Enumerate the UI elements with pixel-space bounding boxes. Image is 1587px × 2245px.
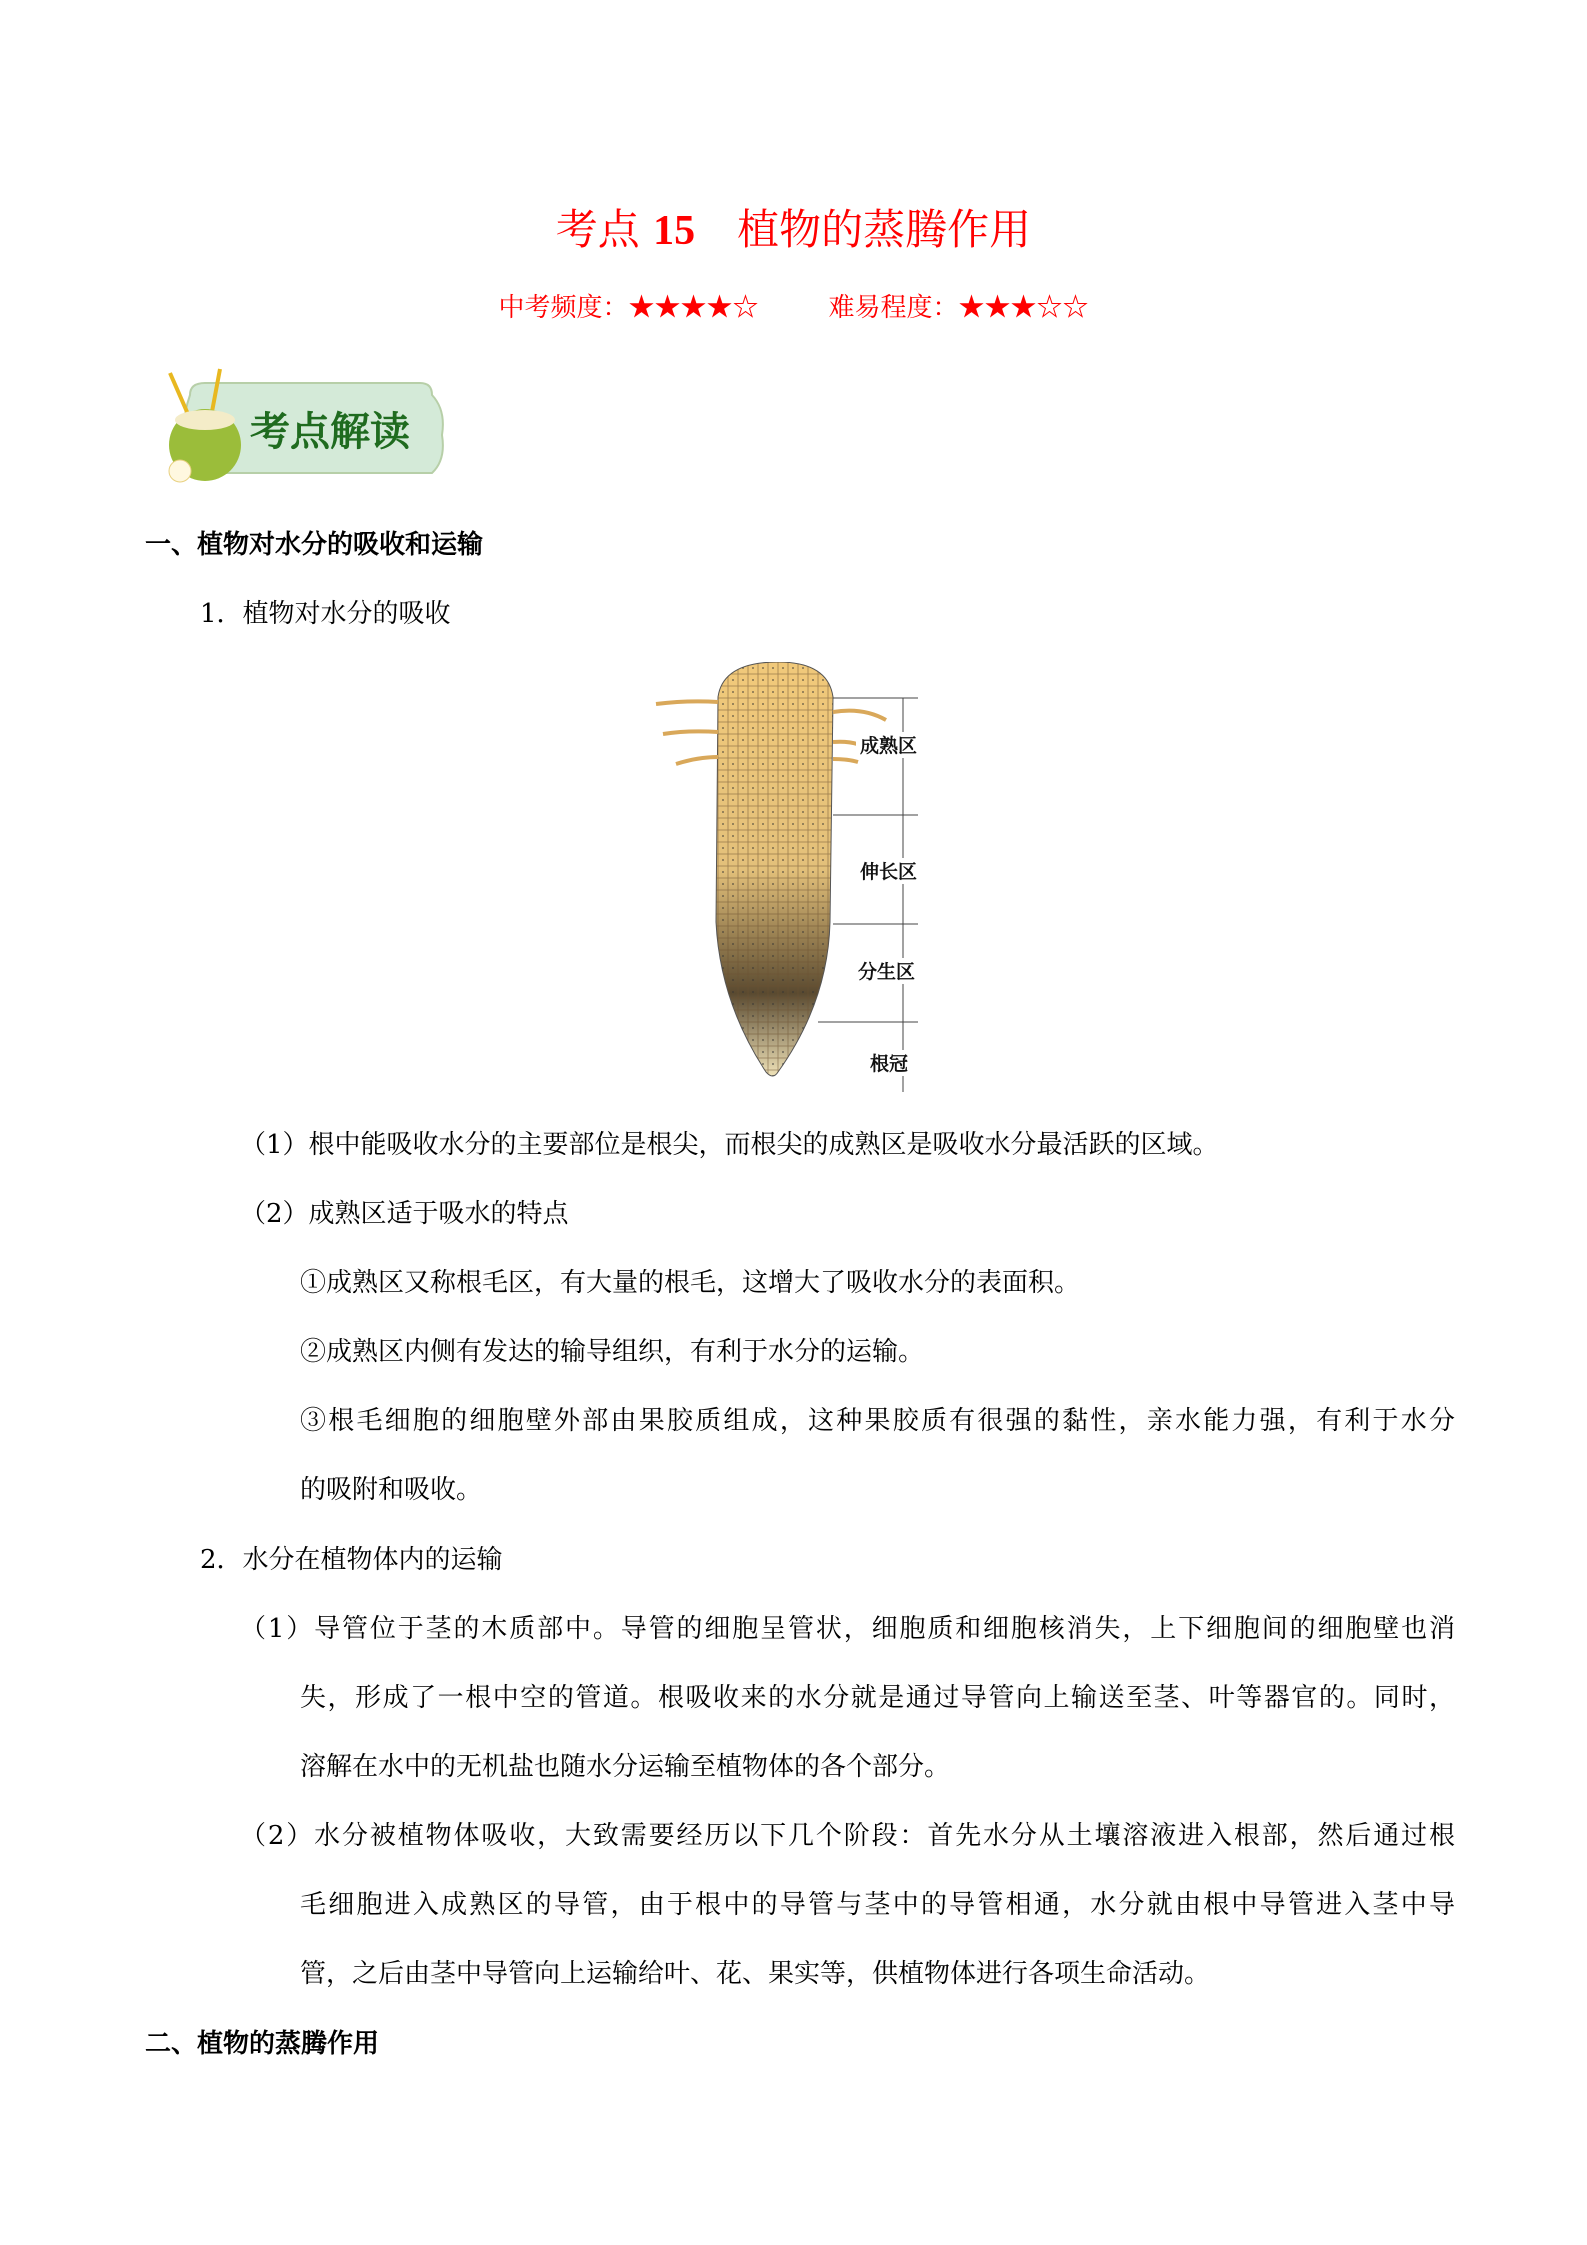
title-number: 15 (653, 208, 696, 254)
paragraph: 管，之后由茎中导管向上运输给叶、花、果实等，供植物体进行各项生命活动。 (300, 1959, 1211, 1989)
rating-row (0, 290, 1587, 326)
paragraph: ①成熟区又称根毛区，有大量的根毛，这增大了吸收水分的表面积。 (300, 1268, 1081, 1298)
section-heading-2: 二、植物的蒸腾作用 (145, 2029, 380, 2059)
difficulty-stars: ★★★☆☆ (958, 293, 1089, 323)
badge-text: 考点解读 (250, 409, 410, 455)
difficulty-label: 难易程度： (828, 293, 959, 323)
subheading-1: 1．植物对水分的吸收 (200, 599, 451, 629)
label-meristem-zone: 分生区 (858, 961, 916, 983)
paragraph: （1）导管位于茎的木质部中。导管的细胞呈管状，细胞质和细胞核消失，上下细胞间的细胞壁也消 (240, 1614, 1455, 1644)
paragraph: 溶解在水中的无机盐也随水分运输至植物体的各个部分。 (300, 1752, 951, 1782)
label-maturation-zone: 成熟区 (860, 735, 918, 757)
paragraph: （2）水分被植物体吸收，大致需要经历以下几个阶段：首先水分从土壤溶液进入根部，然后通过根 (240, 1821, 1455, 1851)
paragraph: （1）根中能吸收水分的主要部位是根尖，而根尖的成熟区是吸收水分最活跃的区域。 (240, 1130, 1219, 1160)
paragraph: 失，形成了一根中空的管道。根吸收来的水分就是通过导管向上输送至茎、叶等器官的。同时， (300, 1683, 1455, 1713)
title-prefix: 考点 (555, 205, 640, 254)
label-elongation-zone: 伸长区 (860, 861, 918, 883)
paragraph: ③根毛细胞的细胞壁外部由果胶质组成，这种果胶质有很强的黏性，亲水能力强，有利于水分 (300, 1406, 1455, 1436)
root-tip-diagram (648, 662, 948, 1092)
label-root-cap: 根冠 (870, 1053, 909, 1075)
subheading-2: 2．水分在植物体内的运输 (200, 1545, 503, 1575)
page-title (0, 200, 1587, 261)
section-badge (150, 365, 450, 490)
title-name: 植物的蒸腾作用 (737, 205, 1032, 254)
frequency-stars: ★★★★☆ (628, 293, 759, 323)
paragraph: ②成熟区内侧有发达的输导组织，有利于水分的运输。 (300, 1337, 925, 1367)
paragraph: 毛细胞进入成熟区的导管，由于根中的导管与茎中的导管相通，水分就由根中导管进入茎中导 (300, 1890, 1455, 1920)
frequency-label: 中考频度： (498, 293, 629, 323)
paragraph: 的吸附和吸收。 (300, 1475, 483, 1505)
section-heading-1: 一、植物对水分的吸收和运输 (145, 530, 484, 560)
paragraph: （2）成熟区适于吸水的特点 (240, 1199, 569, 1229)
